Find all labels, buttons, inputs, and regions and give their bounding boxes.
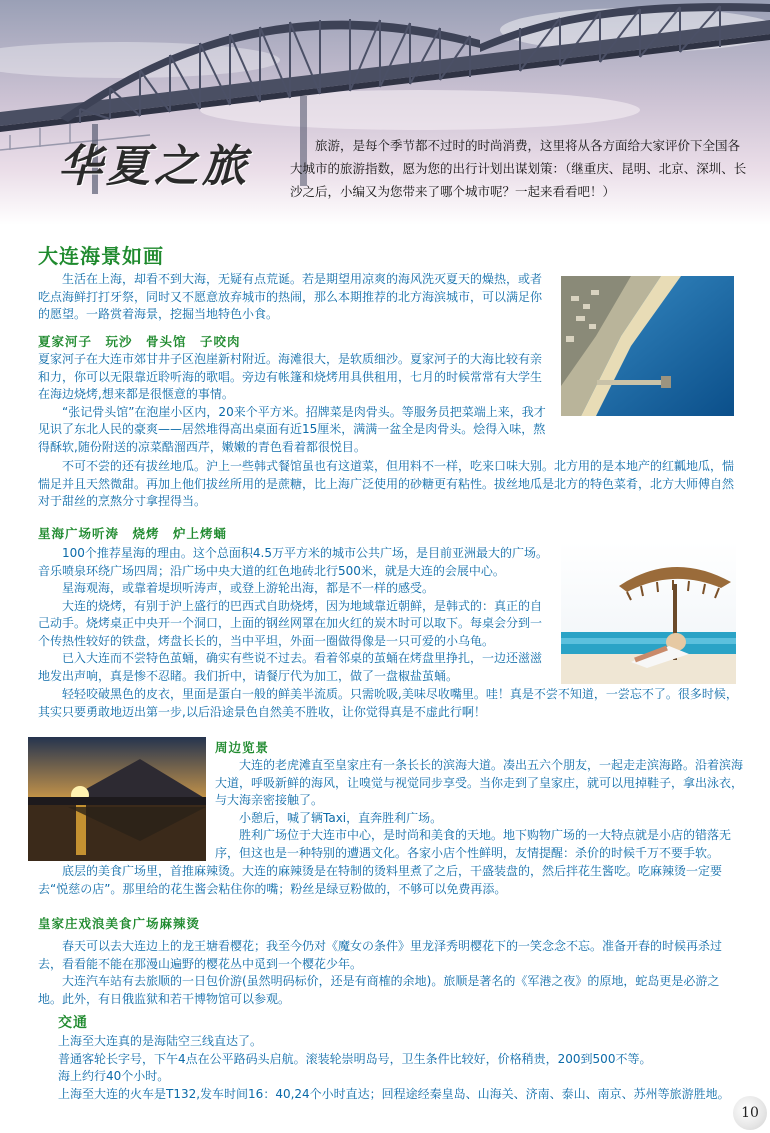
header-banner <box>0 0 770 225</box>
section-heading-huangjiazhuang: 皇家庄戏浪美食广场麻辣烫 <box>38 916 201 931</box>
section3-body-wide: 底层的美食广场里，首推麻辣烫。大连的麻辣烫是在特制的烫料里煮了之后，干盛装盘的，然后拌花生酱吃。吃麻辣烫一定要去“悦慈の店”。那里给的花生酱会粘住你的嘴；粉丝是绿豆粉做的，不够可以免费再添。 <box>38 864 723 896</box>
section-heading-xiajiahezi: 夏家河子 玩沙 骨头馆 子咬肉 <box>38 334 241 349</box>
traffic-line: 上海至大连真的是海陆空三线直达了。 <box>58 1034 263 1048</box>
intro-paragraph: 旅游，是每个季节都不过时的时尚消费，这里将从各方面给大家评价下全国各大城市的旅游指数，愿为您的出行计划出谋划策：（继重庆、昆明、北京、深圳、长沙之后，小编又为您带来了哪个城市呢？一起来看看吧！） <box>290 138 747 199</box>
page-number: 10 <box>733 1096 767 1130</box>
section2-body-wide: 轻轻咬破黑色的皮衣，里面是蛋白一般的鲜美半流质。只需吮吸,美味尽收嘴里。哇！真是不尝不知道，一尝忘不了。很多时候，其实只要勇敢地迈出第一步,以后沿途景色自然美不胜收，让你觉得真是不虚此行啊！ <box>38 687 738 719</box>
lead-paragraph: 生活在上海，却看不到大海，无疑有点荒诞。若是期望用凉爽的海风洗灭夏天的燥热，或者吃点海鲜打打牙祭，同时又不愿意放弃城市的热闹，那么本期推荐的北方海滨城市，可以满足你的愿望。一路赏着海景，挖掘当地特色小食。 <box>38 272 543 321</box>
section-heading-surroundings: 周边览景 <box>215 740 270 755</box>
traffic-line: 普通客轮长字号，下午4点在公平路码头启航。滚装轮崇明岛号，卫生条件比较好，价格稍贵，200到500不等。 <box>58 1051 652 1066</box>
section4-body: 春天可以去大连边上的龙王塘看樱花；我至今仍对《魔女の条件》里龙泽秀明樱花下的一笑念念不忘。准备开春的时候再杀过去，看看能不能在那漫山遍野的樱花丛中觅到一个樱花少年。 大连汽车站有去旅顺的一日包价游(虽然明码标价，还是有商榷的余地)。旅顺是著名的《军港之夜》的原地，蛇岛更是必游之地。此外，有日俄监狱和若干博物馆可以参观。 <box>38 939 723 1006</box>
traffic-line: 海上约行40个小时。 <box>58 1069 170 1083</box>
sunset-mountain-photo <box>28 737 206 861</box>
section1-body: 夏家河子在大连市郊甘井子区泡崖新村附近。海滩很大，是软质细沙。夏家河子的大海比较有亲和力，你可以无限靠近聆听海的歌唱。旁边有帐篷和烧烤用具供租用，七月的时候常常有大学生在海边烧烤,想来都是很惬意的事情。 “张记骨头馆”在泡崖小区内，20来个平方米。招牌菜是肉骨头。等服务员把菜端上来，我才见识了东北人民的豪爽——居然堆得高出桌面有近15厘米，满满一盆全是肉骨头。烩得入味，熬得酥软,随份附送的凉菜酷溜西芹，嫩嫩的青色看着都很悦目。 <box>38 352 546 454</box>
section1-body-wide: 不可不尝的还有拔丝地瓜。沪上一些韩式餐馆虽也有这道菜，但用料不一样，吃来口味大别。北方用的是本地产的红瓤地瓜，惴惴足并且天然微甜。再加上他们拔丝所用的是蔗糖，比上海广泛使用的砂糖更有粘性。拔丝地瓜是北方的特色菜肴，北方大师傅自然对于甜丝的烹熬分寸拿捏得当。 <box>38 459 735 508</box>
section-heading-xinghai: 星海广场听涛 烧烤 炉上烤蛹 <box>38 526 228 541</box>
traffic-line: 上海至大连的火车是T132,发车时间16：40,24个小时直达；回程途经秦皇岛、山海关、济南、泰山、南京、苏州等旅游胜地。 <box>58 1086 730 1101</box>
traffic-list <box>58 1033 738 1103</box>
beach-aerial-photo <box>561 276 734 416</box>
section3-body: 大连的老虎滩直至皇家庄有一条长长的滨海大道。凑出五六个朋友，一起走走滨海路。沿着滨海大道，呼吸新鲜的海风，让嗅觉与视觉同步享受。当你走到了皇家庄，就可以甩掉鞋子，拿出泳衣，与大海亲密接触了。 小憩后，喊了辆Taxi，直奔胜利广场。 胜利广场位于大连市中心，是时尚和美食的天地。地下购物广场的一大特点就是小店的错落无序，但这也是一种特别的遭遇文化。各家小店个性鲜明，友情提醒：杀价的时候千万不要手软。 <box>215 758 744 860</box>
brand-title: 华夏之旅 <box>58 141 250 192</box>
article-title: 大连海景如画 <box>38 244 164 268</box>
section-heading-traffic: 交通 <box>58 1015 88 1031</box>
beach-umbrella-photo <box>561 542 736 684</box>
section2-body: 100个推荐星海的理由。这个总面积4.5万平方米的城市公共广场，是目前亚洲最大的广场。音乐喷泉环绕广场四周；沿广场中央大道的红色地砖北行500米，就是大连的会展中心。 星海观海，或靠着堤坝听涛声，或登上游轮出海，都是不一样的感受。 大连的烧烤，有别于沪上盛行的巴西式自助烧烤，因为地域靠近朝鲜，是韩式的：真正的自己动手。烧烤桌正中央开一个洞口，上面的钢丝网罩在加火红的炭木时可以取下。每桌会分到一个传热性较好的铁盘，烤盘长长的，当中平坦，外面一圈做得像是一只可爱的小乌龟。 已入大连而不尝特色茧蛹，确实有些说不过去。看着邻桌的茧蛹在烤盘里挣扎，一边还滋滋地发出声响，真是惨不忍睹。我们折中，请餐厅代为加工，做了一盘椒盐茧蛹。 <box>38 546 548 683</box>
